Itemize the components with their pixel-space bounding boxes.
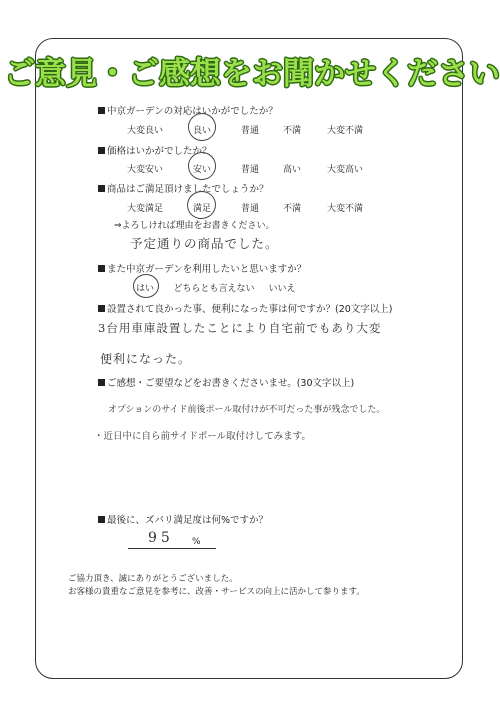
- option-reuse-no[interactable]: いいえ: [268, 284, 296, 294]
- satisfaction-handwritten-value: 95: [148, 530, 174, 546]
- question-product: 商品はご満足頂けましたでしょうか？: [98, 181, 269, 195]
- option-service-good[interactable]: 良い: [192, 126, 212, 136]
- satisfaction-unit: %: [192, 537, 201, 547]
- reason-handwritten-answer: 予定通りの商品でした。: [130, 236, 279, 251]
- bullet-square-icon: [98, 516, 105, 523]
- benefits-handwritten-line-1: 3台用車庫設置したことにより自宅前でもあり大変: [98, 321, 382, 335]
- question-benefits: 設置されて良かった事、便利になった事は何ですか？(20文字以上): [98, 301, 393, 315]
- option-price-very-expensive[interactable]: 大変高い: [326, 165, 364, 175]
- bullet-square-icon: [98, 107, 105, 114]
- satisfaction-underline: [128, 548, 216, 549]
- question-price: 価格はいかがでしたか？: [98, 143, 212, 157]
- option-product-normal[interactable]: 普通: [240, 204, 260, 214]
- question-comments: ご感想・ご要望などをお書きくださいませ。(30文字以上): [98, 375, 354, 389]
- option-service-very-bad[interactable]: 大変不満: [326, 126, 364, 136]
- option-service-bad[interactable]: 不満: [282, 126, 302, 136]
- option-price-very-cheap[interactable]: 大変安い: [126, 165, 164, 175]
- bullet-square-icon: [98, 185, 105, 192]
- footer-message: お客様の貴重なご意見を参考に、改善・サービスの向上に活かして参ります。: [68, 587, 365, 597]
- option-service-normal[interactable]: 普通: [240, 126, 260, 136]
- option-service-very-good[interactable]: 大変良い: [126, 126, 164, 136]
- selection-circle: [133, 274, 159, 298]
- option-price-normal[interactable]: 普通: [240, 165, 260, 175]
- bullet-square-icon: [98, 379, 105, 386]
- footer-thanks: ご協力頂き、誠にありがとうございました。: [68, 574, 238, 584]
- option-product-very-satisfied[interactable]: 大変満足: [126, 204, 164, 214]
- bullet-square-icon: [98, 305, 105, 312]
- comments-handwritten-line-2: ・近日中に自ら前サイドポール取付けしてみます。: [94, 431, 311, 442]
- comments-handwritten-line-1: オプションのサイド前後ポール取付けが不可だった事が残念でした。: [108, 405, 386, 415]
- option-product-unsatisfied[interactable]: 不満: [282, 204, 302, 214]
- question-service: 中京ガーデンの対応はいかがでしたか？: [98, 103, 278, 117]
- option-product-satisfied[interactable]: 満足: [192, 204, 212, 214]
- option-price-expensive[interactable]: 高い: [282, 165, 302, 175]
- reason-prompt: ⇒よろしければ理由をお書きください。: [114, 221, 275, 231]
- question-reuse: また中京ガーデンを利用したいと思いますか？: [98, 261, 306, 275]
- page-title: ご意見・ご感想をお聞かせください: [4, 55, 500, 92]
- bullet-square-icon: [98, 265, 105, 272]
- option-reuse-yes[interactable]: はい: [135, 284, 155, 294]
- option-price-cheap[interactable]: 安い: [192, 165, 212, 175]
- benefits-handwritten-line-2: 便利になった。: [100, 352, 192, 366]
- option-product-very-unsatisfied[interactable]: 大変不満: [326, 204, 364, 214]
- bullet-square-icon: [98, 147, 105, 154]
- option-reuse-neither[interactable]: どちらとも言えない: [173, 284, 255, 294]
- question-satisfaction: 最後に、ズバリ満足度は何%ですか？: [98, 512, 268, 526]
